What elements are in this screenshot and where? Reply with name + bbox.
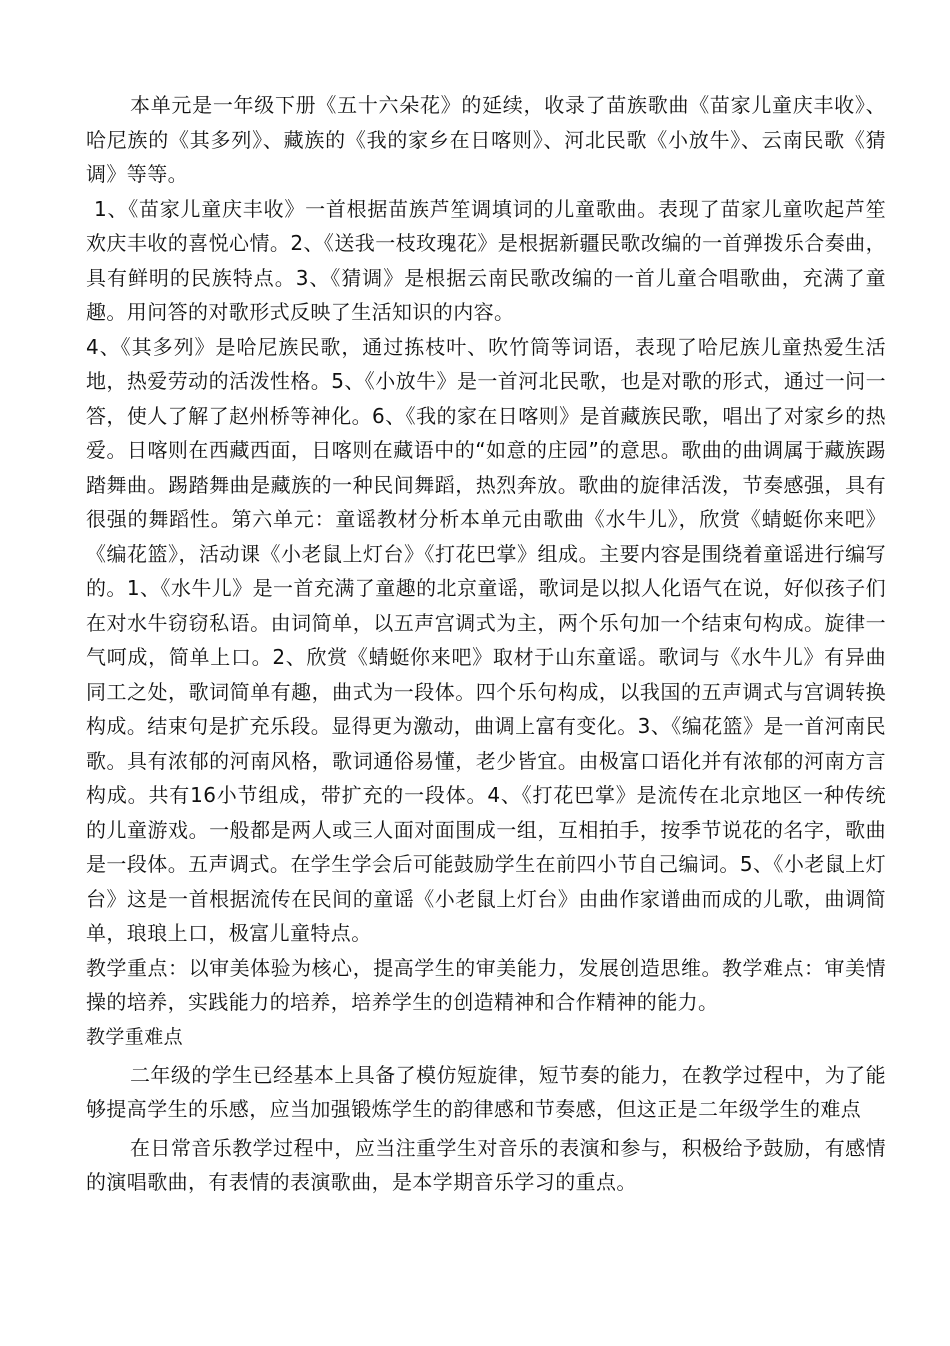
songs-paragraph-1: 1、《苗家儿童庆丰收》一首根据苗族芦笙调填词的儿童歌曲。表现了苗家儿童吹起芦笙欢庆丰收的喜悦心情。2、《送我一枝玫瑰花》是根据新疆民歌改编的一首弹拨乐合奏曲，具有鲜明的民族特点。3、《猜调》是根据云南民歌改编的一首儿童合唱歌曲，充满了童趣。用问答的对歌形式反映了生活知识的内容。 <box>86 196 886 324</box>
songs-paragraph-2: 4、《其多列》是哈尼族民歌，通过拣枝叶、吹竹筒等词语，表现了哈尼族儿童热爱生活地，热爱劳动的活泼性格。5、《小放牛》是一首河北民歌，也是对歌的形式，通过一问一答，使人了解了赵州桥等神化。6、《我的家在日喀则》是首藏族民歌，唱出了对家乡的热爱。日喀则在西藏西面，日喀则在藏语中的“如意的庄园”的意思。歌曲的曲调属于藏族踢踏舞曲。踢踏舞曲是藏族的一种民间舞蹈，热烈奔放。歌曲的旋律活泼，节奏感强，具有很强的舞蹈性。第六单元：童谣教材分析本单元由歌曲《水牛儿》，欣赏《蜻蜓你来吧》《编花篮》，活动课《小老鼠上灯台》《打花巴掌》组成。主要内容是围绕着童谣进行编写的。1、《水牛儿》是一首充满了童趣的北京童谣，歌词是以拟人化语气在说，好似孩子们在对水牛窃窃私语。由词简单，以五声宫调式为主，两个乐句加一个结束句构成。旋律一气呵成，简单上口。2、欣赏《蜻蜓你来吧》取材于山东童谣。歌词与《水牛儿》有异曲同工之处，歌词简单有趣，曲式为一段体。四个乐句构成，以我国的五声调式与宫调转换构成。结束句是扩充乐段。显得更为激动，曲调上富有变化。3、《编花篮》是一首河南民歌。具有浓郁的河南风格，歌词通俗易懂，老少皆宜。由极富口语化并有浓郁的河南方言构成。共有16小节组成，带扩充的一段体。4、《打花巴掌》是流传在北京地区一种传统的儿童游戏。一般都是两人或三人面对面围成一组，互相拍手，按季节说花的名字，歌曲是一段体。五声调式。在学生学会后可能鼓励学生在前四小节自己编词。5、《小老鼠上灯台》这是一首根据流传在民间的童谣《小老鼠上灯台》由曲作家谱曲而成的儿歌，曲调简单，琅琅上口，极富儿童特点。 <box>86 334 886 945</box>
section-heading: 教学重难点 <box>86 1025 184 1048</box>
difficulty-paragraph: 二年级的学生已经基本上具备了模仿短旋律，短节奏的能力，在教学过程中，为了能够提高学生的乐感，应当加强锻炼学生的韵律感和节奏感，但这正是二年级学生的难点 <box>86 1062 886 1121</box>
focus-paragraph: 在日常音乐教学过程中，应当注重学生对音乐的表演和参与，积极给予鼓励，有感情的演唱歌曲，有表情的表演歌曲，是本学期音乐学习的重点。 <box>86 1135 886 1194</box>
document-body <box>86 88 886 1200</box>
intro-paragraph: 本单元是一年级下册《五十六朵花》的延续，收录了苗族歌曲《苗家儿童庆丰收》、哈尼族的《其多列》、藏族的《我的家乡在日喀则》、河北民歌《小放牛》、云南民歌《猜调》等等。 <box>86 93 886 186</box>
teaching-focus-paragraph: 教学重点：以审美体验为核心，提高学生的审美能力，发展创造思维。教学难点：审美情操的培养，实践能力的培养，培养学生的创造精神和合作精神的能力。 <box>86 955 886 1014</box>
